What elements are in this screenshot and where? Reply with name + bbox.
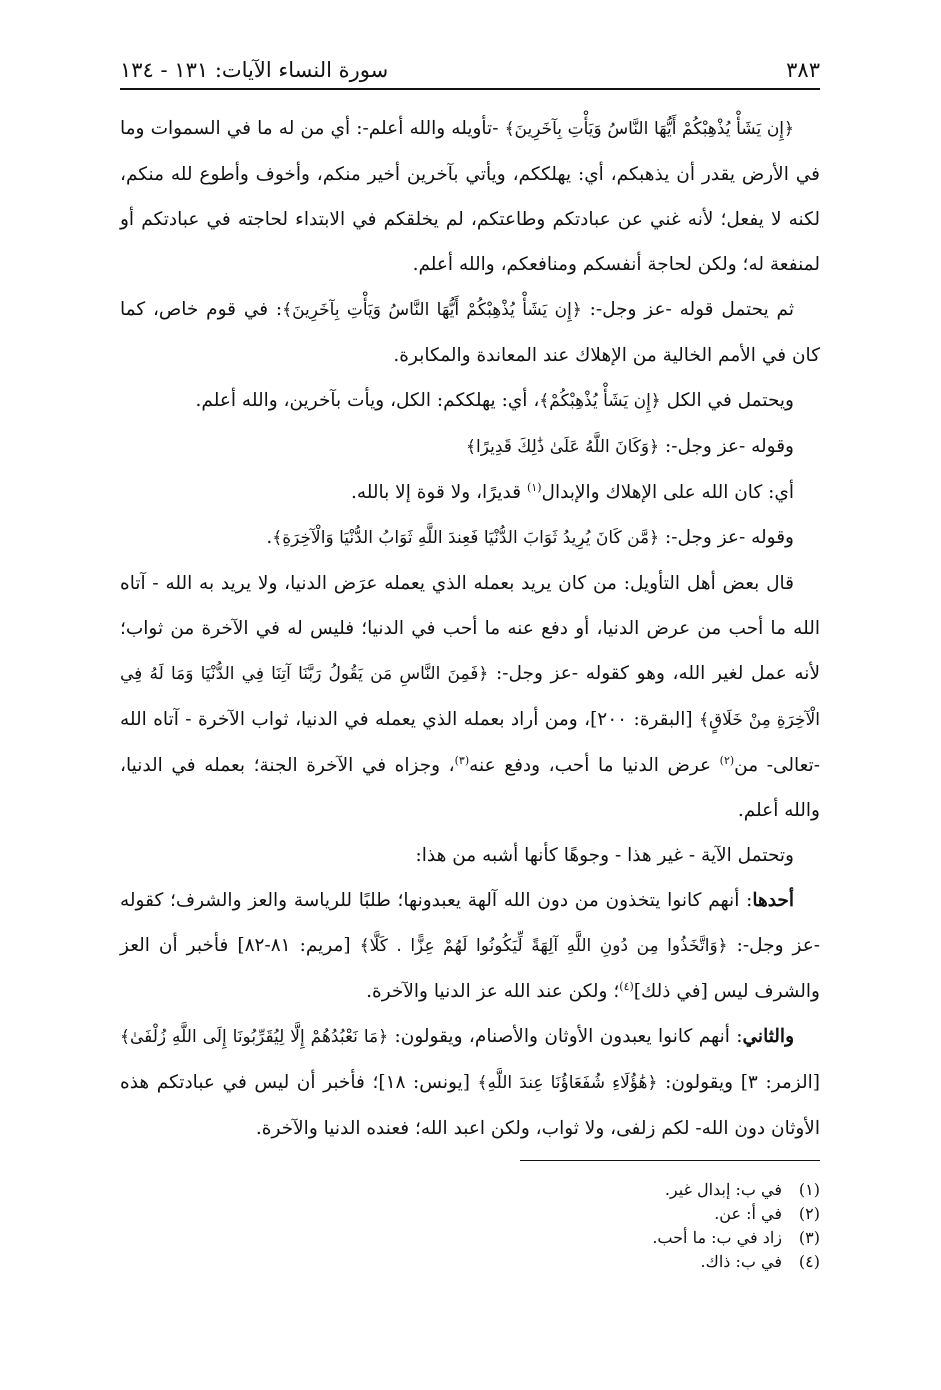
header-rule [120,88,820,90]
footnote-number: (٣) [798,1228,820,1247]
text-run: [الزمر: ٣] ويقولون: [657,1072,821,1093]
footnote-ref: (٤) [619,979,634,993]
footnote [120,1226,820,1250]
text-run: وقوله -عز وجل-: [659,436,794,457]
text-run: ويحتمل في الكل [660,390,794,411]
main-text [120,106,820,1151]
paragraph [120,878,820,1014]
footnote-separator [520,1160,820,1161]
quran-verse: ﴿هَٰؤُلَاءِ شُفَعَاؤُنَا عِندَ اللَّهِ﴾ [477,1073,658,1093]
footnote-number: (٤) [798,1252,820,1271]
text-run: أي: كان الله على الإهلاك والإبدال [541,482,794,503]
paragraph [120,1014,820,1151]
bold-term: والثاني [742,1026,794,1047]
paragraph [120,470,820,515]
quran-verse: ﴿فَمِنَ النَّاسِ مَن يَقُولُ رَبَّنَا آتِنَا فِي الدُّنْيَا وَمَا لَهُ فِي الْآخِرَةِ مِنْ خَلَاقٍ﴾ [120,664,820,730]
footnote-number: (١) [798,1180,820,1199]
text-run: عرض الدنيا ما أحب، ودفع عنه [469,755,720,776]
text-run: ثم يحتمل قوله -عز وجل-: [581,299,794,320]
paragraph [120,378,820,424]
footnote-text: زاد في ب: ما أحب. [652,1228,782,1247]
footnote-text: في ب: ذاك. [700,1252,782,1271]
footnotes [120,1178,820,1274]
text-run: وتحتمل الآية - غير هذا - وجوهًا كأنها أشبه من هذا: [415,845,794,866]
quran-verse: ﴿إِن يَشَأْ يُذْهِبْكُمْ﴾ [539,391,661,411]
text-run: -تأويله والله أعلم-: أي من له ما في السموات وما في الأرض يقدر أن يذهبكم، أي: يهلككم، ويأتي بآخرين أخير منكم، وأخوف وأطوع لله منكم، لكنه لا يفعل؛ لأنه غني عن عبادتكم وطاعتكم، لم يخلقكم في الابتداء لحاجته في عبادتكم أو لمنفعة له؛ ولكن لحاجة أنفسكم ومنافعكم، والله أعلم. [120,118,820,275]
paragraph [120,287,820,378]
page-number: ٣٨٣ [786,58,820,82]
bold-term: أحدها [752,890,794,911]
text-run: ، وجزاه في الآخرة الجنة؛ بعمله في الدنيا، والله أعلم. [120,755,820,821]
text-run: ؛ ولكن عند الله عز الدنيا والآخرة. [366,981,620,1002]
footnote-text: في ب: إبدال غير. [664,1180,782,1199]
quran-verse: ﴿وَكَانَ اللَّهُ عَلَىٰ ذَٰلِكَ قَدِيرًا﴾ [466,437,660,457]
quran-verse: ﴿إِن يَشَأْ يُذْهِبْكُمْ أَيُّهَا النَّاسُ وَيَأْتِ بِآخَرِينَ﴾ [504,119,794,139]
footnote [120,1202,820,1226]
text-run: . [266,527,273,548]
text-run: ، أي: يهلككم: الكل، ويأت بآخرين، والله أعلم. [195,390,540,411]
text-run: : أنهم كانوا يتخذون من دون الله آلهة يعبدونها؛ طلبًا للرياسة والعز والشرف؛ كقوله -عز وجل-: [120,890,821,956]
quran-verse: ﴿وَاتَّخَذُوا مِن دُونِ اللَّهِ آلِهَةً لِّيَكُونُوا لَهُمْ عِزًّا . كَلَّا﴾ [359,936,728,956]
text-run: وقوله -عز وجل-: [659,527,794,548]
paragraph [120,833,820,878]
text-run: [مريم: ٨١-٨٢] فأخبر أن العز والشرف ليس [في ذلك] [120,935,820,1002]
footnote-ref: (٣) [454,753,470,767]
quran-verse: ﴿إِن يَشَأْ يُذْهِبْكُمْ أَيُّهَا النَّاسُ وَيَأْتِ بِآخَرِينَ﴾ [282,300,582,320]
text-run: قال بعض أهل التأويل: من كان يريد بعمله الذي يعمله عرَض الدنيا، ولا يريد به الله - آتاه الله ما أحب من عرض الدنيا، أو دفع عنه ما أحب في الدنيا؛ فليس له في الآخرة من ثواب؛ لأنه عمل لغير الله، وهو كقوله -عز وجل-: [120,573,820,684]
paragraph [120,515,820,561]
paragraph [120,424,820,470]
text-run: : في قوم خاص، كما كان في الأمم الخالية من الإهلاك عند المعاندة والمكابرة. [120,299,820,366]
footnote-ref: (١) [526,480,542,494]
page-header [120,48,820,92]
footnote [120,1178,820,1202]
footnote-number: (٢) [798,1204,820,1223]
running-title: سورة النساء الآيات: ١٣١ - ١٣٤ [120,58,389,82]
text-run: [يونس: ١٨]؛ فأخبر أن ليس في عبادتكم هذه الأوثان دون الله- لكم زلفى، ولا ثواب، ولكن اعبد الله؛ فعنده الدنيا والآخرة. [120,1072,820,1139]
footnote [120,1250,820,1274]
quran-verse: ﴿مَا نَعْبُدُهُمْ إِلَّا لِيُقَرِّبُونَا إِلَى اللَّهِ زُلْفَىٰ﴾ [120,1027,389,1047]
quran-verse: ﴿مَّن كَانَ يُرِيدُ ثَوَابَ الدُّنْيَا فَعِندَ اللَّهِ ثَوَابُ الدُّنْيَا وَالْآخِرَةِ﴾ [272,528,660,548]
text-run: [البقرة: ٢٠٠]، ومن أراد بعمله الذي يعمله في الدنيا، ثواب الآخرة - آتاه الله -تعالى- من [120,709,820,776]
footnote-text: في أ: عن. [714,1204,782,1223]
paragraph [120,561,820,833]
text-run: قديرًا، ولا قوة إلا بالله. [350,482,527,503]
text-run: : أنهم كانوا يعبدون الأوثان والأصنام، ويقولون: [388,1026,743,1047]
footnote-ref: (٢) [719,753,735,767]
paragraph [120,106,820,287]
